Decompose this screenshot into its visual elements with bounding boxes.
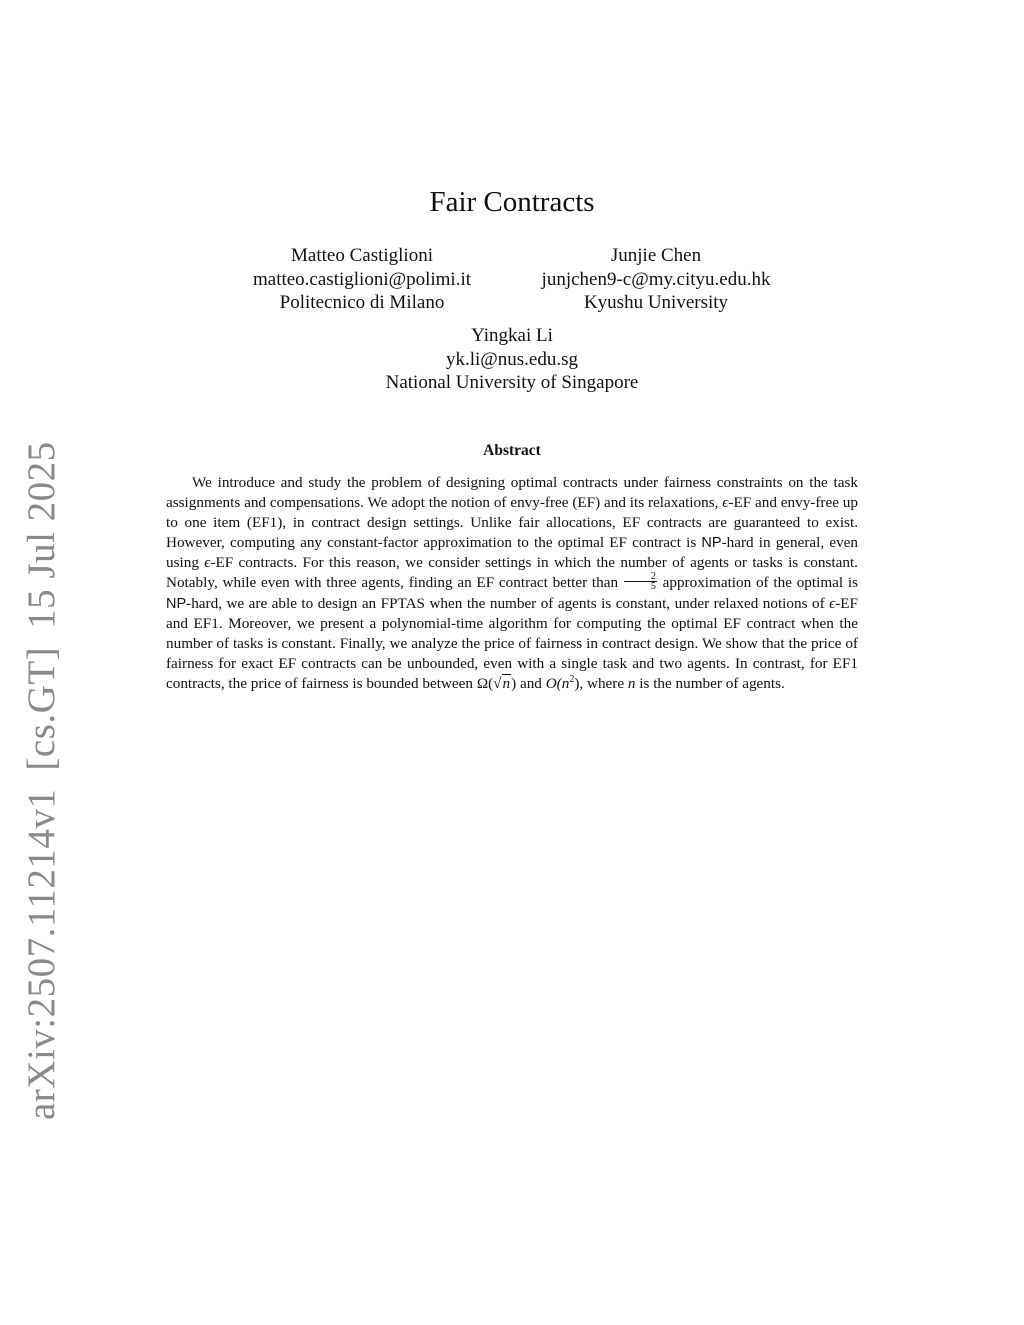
abstract-text: , where — [579, 674, 628, 692]
arxiv-identifier-stamp — [14, 441, 70, 1120]
paper-title: Fair Contracts — [429, 186, 595, 218]
author-block — [362, 324, 662, 395]
big-o-close: ) — [574, 674, 580, 692]
abstract-text: -hard, we are able to design an FPTAS when the number of agents is constant, under relaxed notions of — [186, 594, 830, 612]
arxiv-date: 15 Jul 2025 — [20, 441, 63, 629]
np-complexity-class: NP — [701, 535, 722, 552]
n-variable: n — [627, 674, 636, 692]
author-email: matteo.castiglioni@polimi.it — [252, 268, 472, 290]
epsilon-symbol: ϵ — [204, 554, 211, 572]
fraction-two-fifths — [624, 572, 657, 591]
author-email: yk.li@nus.edu.sg — [445, 348, 579, 370]
arxiv-id: arXiv:2507.11214v1 — [20, 788, 63, 1120]
abstract-text: -EF contracts. For this reason, we consider settings in which the number of agents or tasks is constant. Notably, while even with three agents, finding an EF contract better than — [166, 554, 858, 592]
author-block — [236, 244, 488, 315]
author-name: Junjie Chen — [610, 245, 702, 266]
author-name: Yingkai Li — [471, 325, 553, 346]
sqrt-sign: √ — [493, 674, 502, 692]
author-affiliation: Politecnico di Milano — [279, 292, 445, 313]
abstract-text: and — [516, 674, 546, 692]
author-name: Matteo Castiglioni — [291, 245, 433, 266]
np-complexity-class: NP — [166, 595, 187, 612]
fraction-numerator: 2 — [624, 572, 657, 582]
author-affiliation: Kyushu University — [583, 292, 729, 313]
fraction-denominator: 5 — [650, 581, 656, 593]
abstract-text: approximation of the optimal is — [657, 574, 858, 592]
arxiv-category: [cs.GT] — [20, 646, 63, 771]
omega-close: ) — [511, 674, 517, 692]
abstract-text: -hard in general, even using — [166, 534, 858, 572]
big-o-exponent: 2 — [569, 673, 575, 685]
author-block — [528, 244, 784, 315]
sqrt-argument: n — [502, 674, 511, 692]
omega-sqrt-n-expression — [477, 674, 516, 692]
author-affiliation: National University of Singapore — [385, 372, 639, 393]
big-o-n-squared-expression — [546, 675, 580, 692]
abstract-text: is the number of agents. — [635, 674, 785, 692]
omega-open: Ω( — [476, 674, 494, 692]
epsilon-symbol: ϵ — [829, 594, 836, 612]
big-o-variable: n — [561, 674, 570, 692]
abstract-text: -EF and envy-free up to one item (EF1), in contract design settings. Unlike fair allocations, EF contracts are guaranteed to exist. However, computing any constant-factor approximation to the optimal EF contract is — [166, 494, 858, 552]
author-email: junjchen9-c@my.cityu.edu.hk — [541, 268, 771, 290]
epsilon-symbol: ϵ — [722, 494, 729, 512]
big-o-open: O( — [545, 674, 562, 692]
abstract-heading: Abstract — [483, 442, 541, 459]
abstract-text: We introduce and study the problem of designing optimal contracts under fairness constraints on the task assignments and compensations. We adopt the notion of envy-free (EF) and its relaxations, — [166, 474, 858, 512]
abstract-body — [166, 473, 858, 694]
abstract-text: -EF and EF1. Moreover, we present a polynomial-time algorithm for computing the optimal EF contract when the number of tasks is constant. Finally, we analyze the price of fairness in contract design. We show that the price of fairness for exact EF contracts can be unbounded, even with a single task and two agents. In contrast, for EF1 contracts, the price of fairness is bounded between — [166, 594, 858, 692]
